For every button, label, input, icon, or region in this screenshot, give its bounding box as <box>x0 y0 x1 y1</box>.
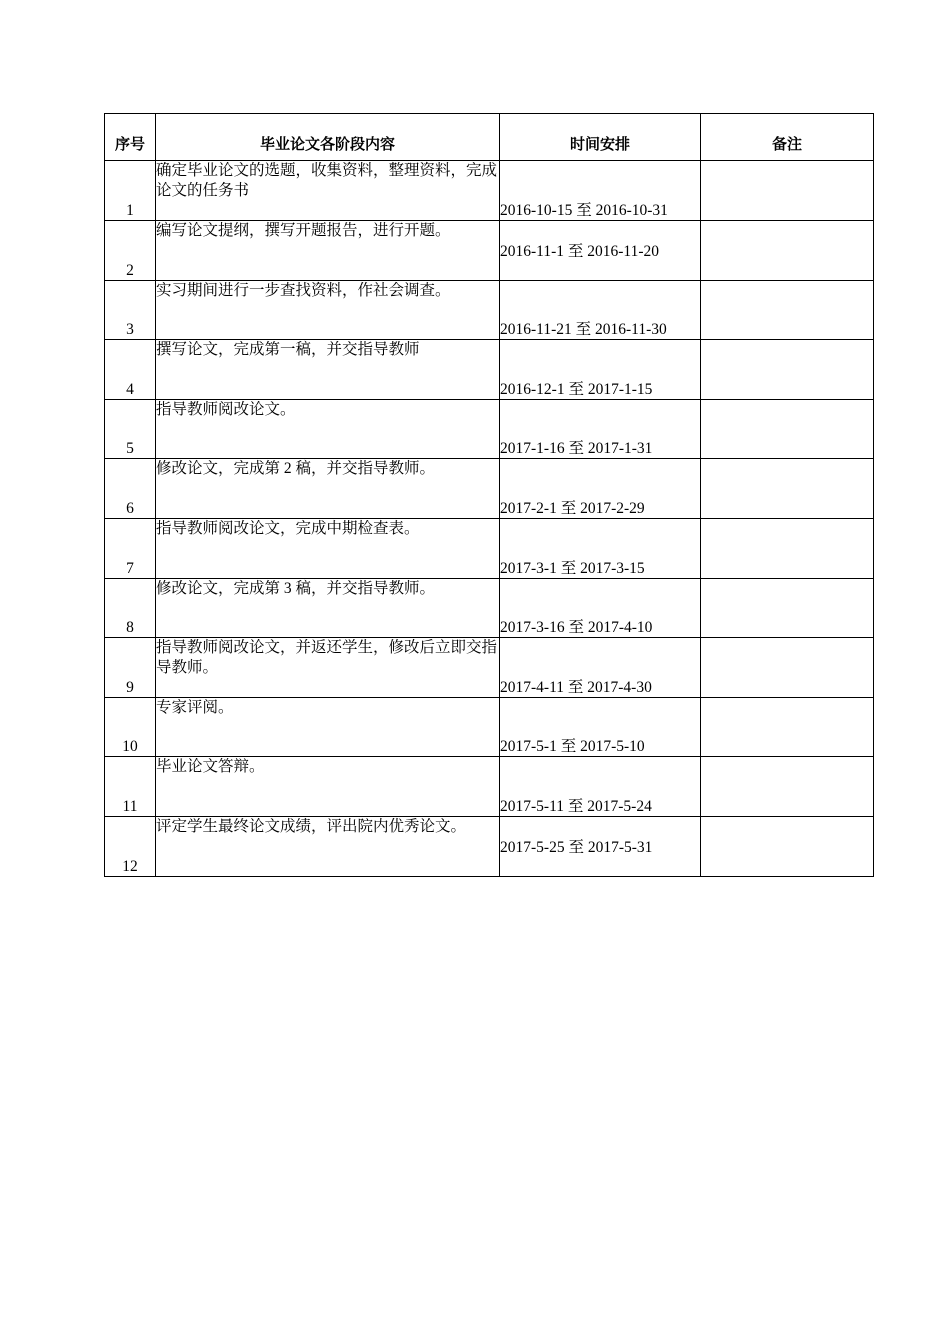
row-note <box>701 161 874 221</box>
row-note <box>701 578 874 638</box>
table-row <box>105 757 874 817</box>
row-time: 2017-5-11 至 2017-5-24 <box>500 757 701 817</box>
row-no: 5 <box>105 399 156 459</box>
row-no: 6 <box>105 459 156 519</box>
row-time: 2016-11-1 至 2016-11-20 <box>500 221 701 281</box>
row-content: 毕业论文答辩。 <box>156 757 500 817</box>
table-header-row <box>105 114 874 161</box>
table-row <box>105 697 874 757</box>
table-row <box>105 578 874 638</box>
row-note <box>701 280 874 340</box>
row-content: 实习期间进行一步查找资料，作社会调查。 <box>156 280 500 340</box>
row-note <box>701 459 874 519</box>
row-time: 2017-2-1 至 2017-2-29 <box>500 459 701 519</box>
row-time: 2017-4-11 至 2017-4-30 <box>500 638 701 698</box>
row-no: 9 <box>105 638 156 698</box>
row-no: 10 <box>105 697 156 757</box>
row-no: 1 <box>105 161 156 221</box>
row-note <box>701 638 874 698</box>
row-content: 确定毕业论文的选题，收集资料，整理资料，完成论文的任务书 <box>156 161 500 221</box>
row-note <box>701 340 874 400</box>
row-time: 2016-12-1 至 2017-1-15 <box>500 340 701 400</box>
row-note <box>701 757 874 817</box>
row-content: 修改论文，完成第 2 稿，并交指导教师。 <box>156 459 500 519</box>
row-content: 修改论文，完成第 3 稿，并交指导教师。 <box>156 578 500 638</box>
header-time: 时间安排 <box>500 114 701 161</box>
row-no: 11 <box>105 757 156 817</box>
header-note: 备注 <box>701 114 874 161</box>
row-no: 7 <box>105 518 156 578</box>
row-content: 专家评阅。 <box>156 697 500 757</box>
row-note <box>701 697 874 757</box>
row-no: 4 <box>105 340 156 400</box>
row-time: 2016-10-15 至 2016-10-31 <box>500 161 701 221</box>
row-content: 评定学生最终论文成绩，评出院内优秀论文。 <box>156 816 500 876</box>
row-time: 2017-5-1 至 2017-5-10 <box>500 697 701 757</box>
row-time: 2017-3-16 至 2017-4-10 <box>500 578 701 638</box>
table-row <box>105 280 874 340</box>
row-note <box>701 399 874 459</box>
row-content: 撰写论文，完成第一稿，并交指导教师 <box>156 340 500 400</box>
row-content: 编写论文提纲，撰写开题报告，进行开题。 <box>156 221 500 281</box>
table-row <box>105 638 874 698</box>
table-row <box>105 459 874 519</box>
table-row <box>105 161 874 221</box>
row-note <box>701 816 874 876</box>
table-row <box>105 221 874 281</box>
row-content: 指导教师阅改论文，完成中期检查表。 <box>156 518 500 578</box>
row-content: 指导教师阅改论文，并返还学生，修改后立即交指导教师。 <box>156 638 500 698</box>
row-no: 8 <box>105 578 156 638</box>
row-time: 2016-11-21 至 2016-11-30 <box>500 280 701 340</box>
table-row <box>105 340 874 400</box>
row-no: 12 <box>105 816 156 876</box>
table-row <box>105 399 874 459</box>
header-content: 毕业论文各阶段内容 <box>156 114 500 161</box>
row-time: 2017-3-1 至 2017-3-15 <box>500 518 701 578</box>
row-time: 2017-5-25 至 2017-5-31 <box>500 816 701 876</box>
row-content: 指导教师阅改论文。 <box>156 399 500 459</box>
table-row <box>105 518 874 578</box>
row-time: 2017-1-16 至 2017-1-31 <box>500 399 701 459</box>
row-note <box>701 221 874 281</box>
thesis-schedule-table <box>104 113 874 877</box>
row-note <box>701 518 874 578</box>
row-no: 2 <box>105 221 156 281</box>
header-no: 序号 <box>105 114 156 161</box>
row-no: 3 <box>105 280 156 340</box>
table-row <box>105 816 874 876</box>
